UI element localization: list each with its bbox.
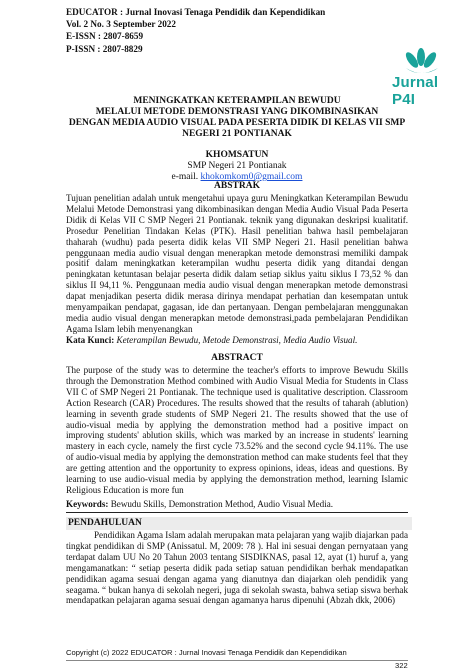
journal-eissn: E-ISSN : 2807-8659 [66,31,144,42]
keywords-text: Bewudu Skills, Demonstration Method, Audio Visual Media. [110,499,334,509]
journal-header [66,6,325,55]
title-line: NEGERI 21 PONTIANAK [182,129,292,139]
email-label: e-mail. [171,172,199,182]
paper-title [66,96,408,140]
footer-copyright: Copyright (c) 2022 EDUCATOR : Jurnal Inovasi Tenaga Pendidik dan Kependidikan [66,648,347,657]
journal-logo [366,46,464,108]
kw-text: Keterampilan Bewudu, Metode Demonstrasi, Media Audio Visual. [116,335,358,345]
author-affiliation: SMP Negeri 21 Pontianak [187,161,287,171]
footer-rule [66,660,408,661]
abstract-keywords [66,499,408,510]
journal-volume: Vol. 2 No. 3 September 2022 [66,19,176,30]
abstrak-text: Tujuan penelitian adalah untuk mengetahui upaya guru Meningkatkan Keterampilan Bewudu Melalui Metode Demonstrasi yang dikombinasikan dengan Media Audio Visual Pada Peserta Didik di Kelas VII C SMP Negeri 21 Pontianak. teknik yang digunakan deskripsi kualitatif. Prosedur Penelitian Tindakan Kelas (PTK). Hasil penelitian bahwa hasil pembelajaran thaharah (wudhu) pada peserta didik kelas VII SMP Negeri 21. Hasil penelitian bahwa penggunaan media audio visual dengan menerapkan metode demonstrasi memiliki dampak positif dalam meningkatkan keterampilan wudhu peserta didik yang ditandai dengan peningkatan ketuntasan belajar peserta didik dalam setiap siklus yaitu siklus I 73,52 % dan siklus II 94,11 %. Penggunaan media audio visual dengan menerapkan metode demonstrasi dapat menjadikan peserta didik merasa dirinya mendapat perhatian dan kesempatan untuk menyampaikan pendapat, gagasan, ide dan pertanyaan. Dengan pembelajaran menggunakan media audio visual dengan menerapkan metode demonstrasi,pada pembelajaran Pendidikan Agama Islam lebih menyenangkan [66,193,408,334]
keywords-label: Keywords: [66,499,109,509]
abstract-text: The purpose of the study was to determine the teacher's efforts to improve Bewudu Skills through the Demonstration Method combined with Audio Visual Media for Students in Class VII C of SMP Negeri 21 Pontianak. The technique used is qualitative description. Classroom Action Research (CAR) Procedures. The results showed that the results of taharah (ablution) learning in seventh grade students of SMP Negeri 21. The results showed that the use of audio-visual media by applying the demonstration method had a positive impact on improving students' ablution skills, which was marked by an increase in students' learning mastery in each cycle, namely the first cycle 73.52% and the second cycle 94.11%. The use of audio-visual media by applying the demonstration method can make students feel that they are getting attention and the opportunity to express opinions, ideas, ideas and questions. By learning to use audio-visual media by applying the demonstration method, learning Islamic Religious Education is more fun [66,365,408,495]
title-line: MELALUI METODE DEMONSTRASI YANG DIKOMBINASIKAN [95,107,379,117]
page-number: 322 [395,661,408,670]
journal-name: EDUCATOR : Jurnal Inovasi Tenaga Pendidik dan Kependidikan [66,7,326,17]
title-line: MENINGKATKAN KETERAMPILAN BEWUDU [133,96,341,106]
logo-text: Jurnal P4I [392,74,439,108]
author-block [66,150,408,183]
abstract-heading: ABSTRACT [211,353,263,363]
pendahuluan-paragraph: Pendidikan Agama Islam adalah merupakan mata pelajaran yang wajib diajarkan pada tingkat pendidikan di SMP (Anissatul. M, 2009: 78 ). Hal ini sesuai dengan pernyataan yang terdapat dalam UU No 20 Tahun 2003 tentang SISDIKNAS, pasal 12, ayat (1) huruf a, yang mengamanatkan: “ setiap peserta didik pada setiap satuan pendidikan berhak mendapatkan pendidikan agama sesuai dengan agama yang dianutnya dan diajarkan oleh pendidik yang seagama. “ bukan hanya di sekolah negeri, juga di sekolah swasta, bahwa setiap siswa berhak mendapatkan pelajaran agama sesuai dengan agamanya harus dipenuhi (Abzah dkk, 2006) [66,530,408,606]
pendahuluan-heading: PENDAHULUAN [66,517,412,530]
abstrak-keywords [66,335,408,346]
kw-label: Kata Kunci: [66,335,115,345]
pendahuluan-text [66,530,408,606]
title-line: DENGAN MEDIA AUDIO VISUAL PADA PESERTA DIDIK DI KELAS VII SMP [68,118,406,128]
author-name: KHOMSATUN [205,150,269,160]
section-divider [66,512,408,513]
abstrak-heading: ABSTRAK [214,181,260,191]
author-email-link[interactable]: khokomkom0@gmail.com [200,172,303,182]
journal-pissn: P-ISSN : 2807-8829 [66,43,143,54]
